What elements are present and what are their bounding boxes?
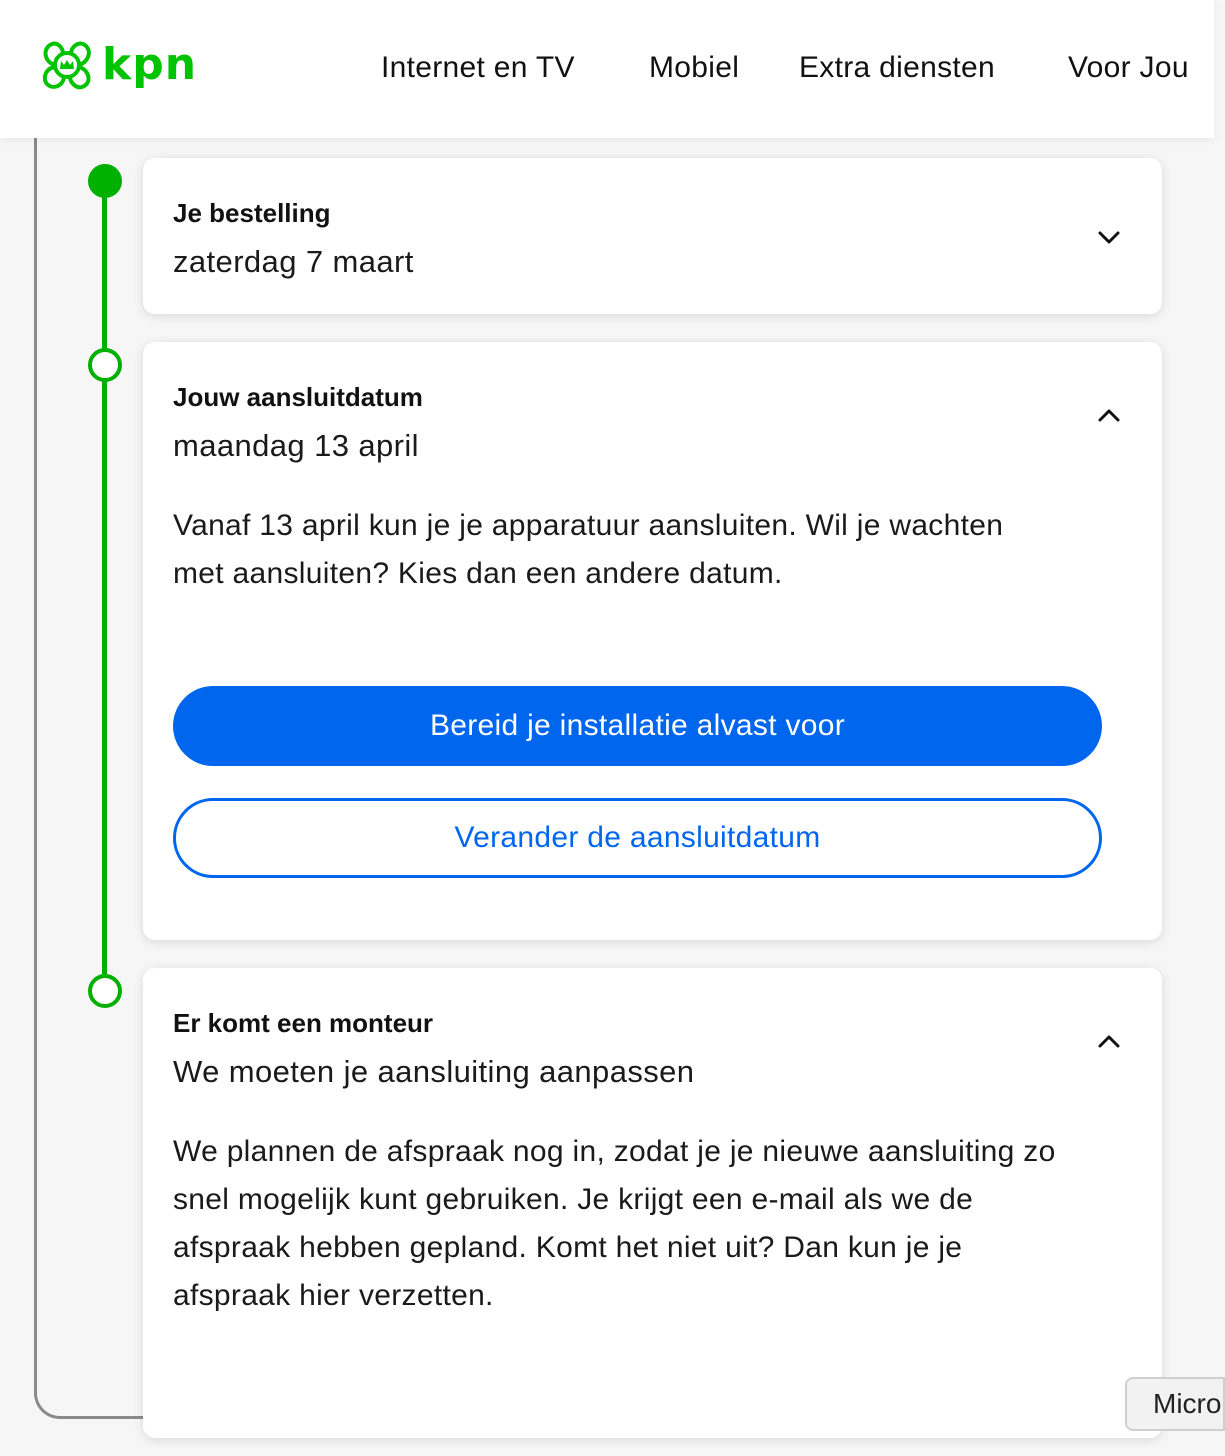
kpn-logo[interactable]	[36, 34, 197, 96]
description-line: snel mogelijk kunt gebruiken. Je krijgt een e-mail als we de	[173, 1183, 974, 1216]
step-card-aansluitdatum	[143, 342, 1162, 940]
step-card-monteur	[143, 968, 1162, 1438]
kpn-logo-text: kpn	[102, 39, 198, 90]
step-card-bestelling[interactable]	[143, 158, 1162, 314]
step-subtitle: maandag 13 april	[173, 428, 419, 463]
step-title: Jouw aansluitdatum	[173, 382, 423, 412]
change-date-button[interactable]: Verander de aansluitdatum	[173, 798, 1102, 878]
timeline-dot-pending	[88, 974, 122, 1008]
site-header	[0, 0, 1214, 138]
nav-item-mobiel[interactable]: Mobiel	[649, 51, 740, 84]
description-line: We plannen de afspraak nog in, zodat je je nieuwe aansluiting zo	[173, 1135, 1056, 1168]
step-subtitle: zaterdag 7 maart	[173, 244, 414, 279]
chevron-down-icon[interactable]	[1097, 225, 1121, 249]
prepare-installation-button[interactable]: Bereid je installatie alvast voor	[173, 686, 1102, 766]
nav-item-voor-jou[interactable]: Voor Jou	[1068, 51, 1189, 84]
step-title: Je bestelling	[173, 198, 331, 228]
chevron-up-icon[interactable]	[1097, 1030, 1121, 1054]
description-line: afspraak hier verzetten.	[173, 1279, 494, 1312]
timeline-dot-completed	[88, 164, 122, 198]
step-subtitle: We moeten je aansluiting aanpassen	[173, 1054, 695, 1089]
description-line: afspraak hebben gepland. Komt het niet uit? Dan kun je je	[173, 1231, 963, 1264]
floating-feedback-tab[interactable]: Micro	[1125, 1377, 1225, 1431]
kpn-crown-icon	[36, 34, 98, 96]
step-description	[173, 502, 1133, 598]
step-title: Er komt een monteur	[173, 1008, 434, 1038]
timeline-dot-pending	[88, 348, 122, 382]
description-line: met aansluiten? Kies dan een andere datum.	[173, 557, 783, 590]
step-description	[173, 1128, 1133, 1320]
chevron-up-icon[interactable]	[1097, 404, 1121, 428]
timeline-line	[102, 182, 107, 992]
description-line: Vanaf 13 april kun je je apparatuur aansluiten. Wil je wachten	[173, 509, 1004, 542]
nav-item-extra-diensten[interactable]: Extra diensten	[799, 51, 995, 84]
nav-item-internet-en-tv[interactable]: Internet en TV	[381, 51, 575, 84]
